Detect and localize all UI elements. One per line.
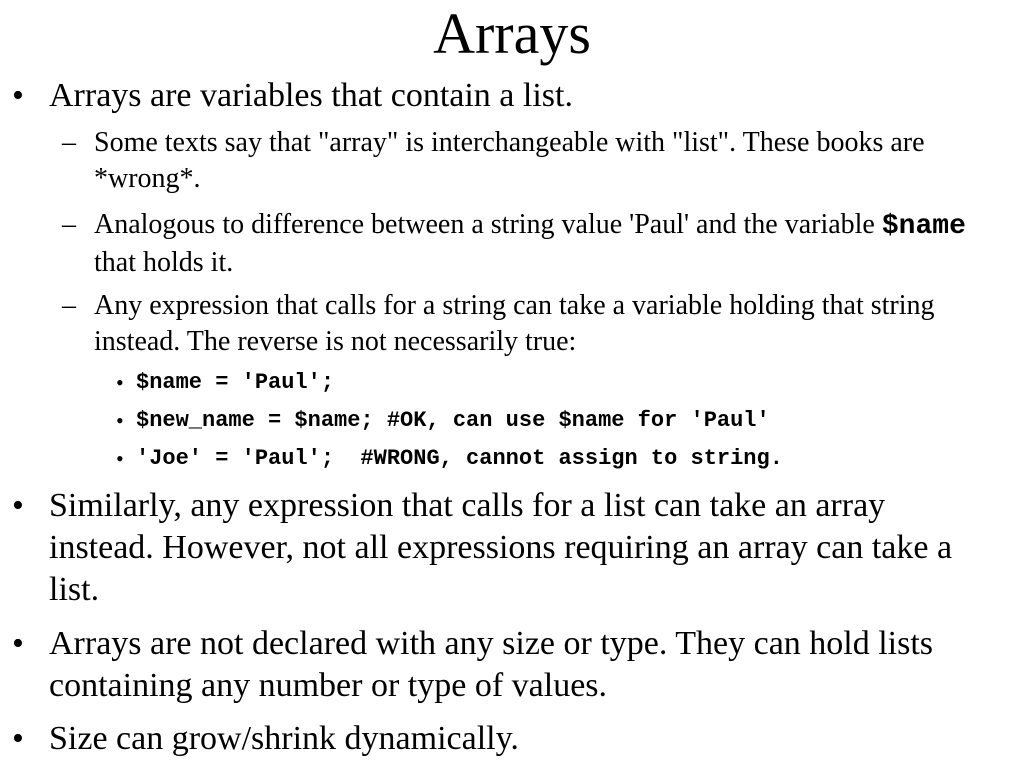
code-line: $new_name = $name; #OK, can use $name for 'Paul' (136, 408, 770, 433)
bullet-marker: • (12, 77, 24, 114)
bullet-text: Size can grow/shrink dynamically. (49, 720, 519, 757)
bullet-marker: • (12, 487, 24, 524)
code-line: $name = 'Paul'; (136, 370, 335, 395)
dash-marker: – (62, 209, 76, 240)
slide-title: Arrays (433, 1, 591, 66)
bullet-text: Arrays are not declared with any size or type. They can hold lists containing any number or type of values. (49, 625, 934, 704)
small-bullet-marker: • (116, 446, 124, 471)
bullet-marker: • (12, 720, 24, 757)
dash-marker: – (62, 127, 76, 158)
sub-bullet-text: Any expression that calls for a string can take a variable holding that string instead. The reverse is not necessarily true: (94, 290, 935, 357)
dash-marker: – (62, 290, 76, 321)
small-bullet-marker: • (116, 370, 124, 395)
sub-bullet-text: Some texts say that "array" is interchangeable with "list". These books are *wrong*. (94, 127, 925, 194)
bullet-marker: • (12, 625, 24, 662)
bullet-text: Similarly, any expression that calls for a list can take an array instead. However, not all expressions requiring an array can take a list. (49, 487, 953, 608)
small-bullet-marker: • (116, 408, 124, 433)
bullet-text: Arrays are variables that contain a list. (49, 77, 573, 114)
sub-bullet-text-before: Analogous to difference between a string value 'Paul' and the variable (94, 209, 882, 240)
sub-bullet-text-after: that holds it. (94, 247, 234, 278)
code-line: 'Joe' = 'Paul'; #WRONG, cannot assign to string. (136, 446, 783, 471)
inline-code: $name (881, 211, 966, 242)
sub-bullet-text (94, 207, 994, 281)
